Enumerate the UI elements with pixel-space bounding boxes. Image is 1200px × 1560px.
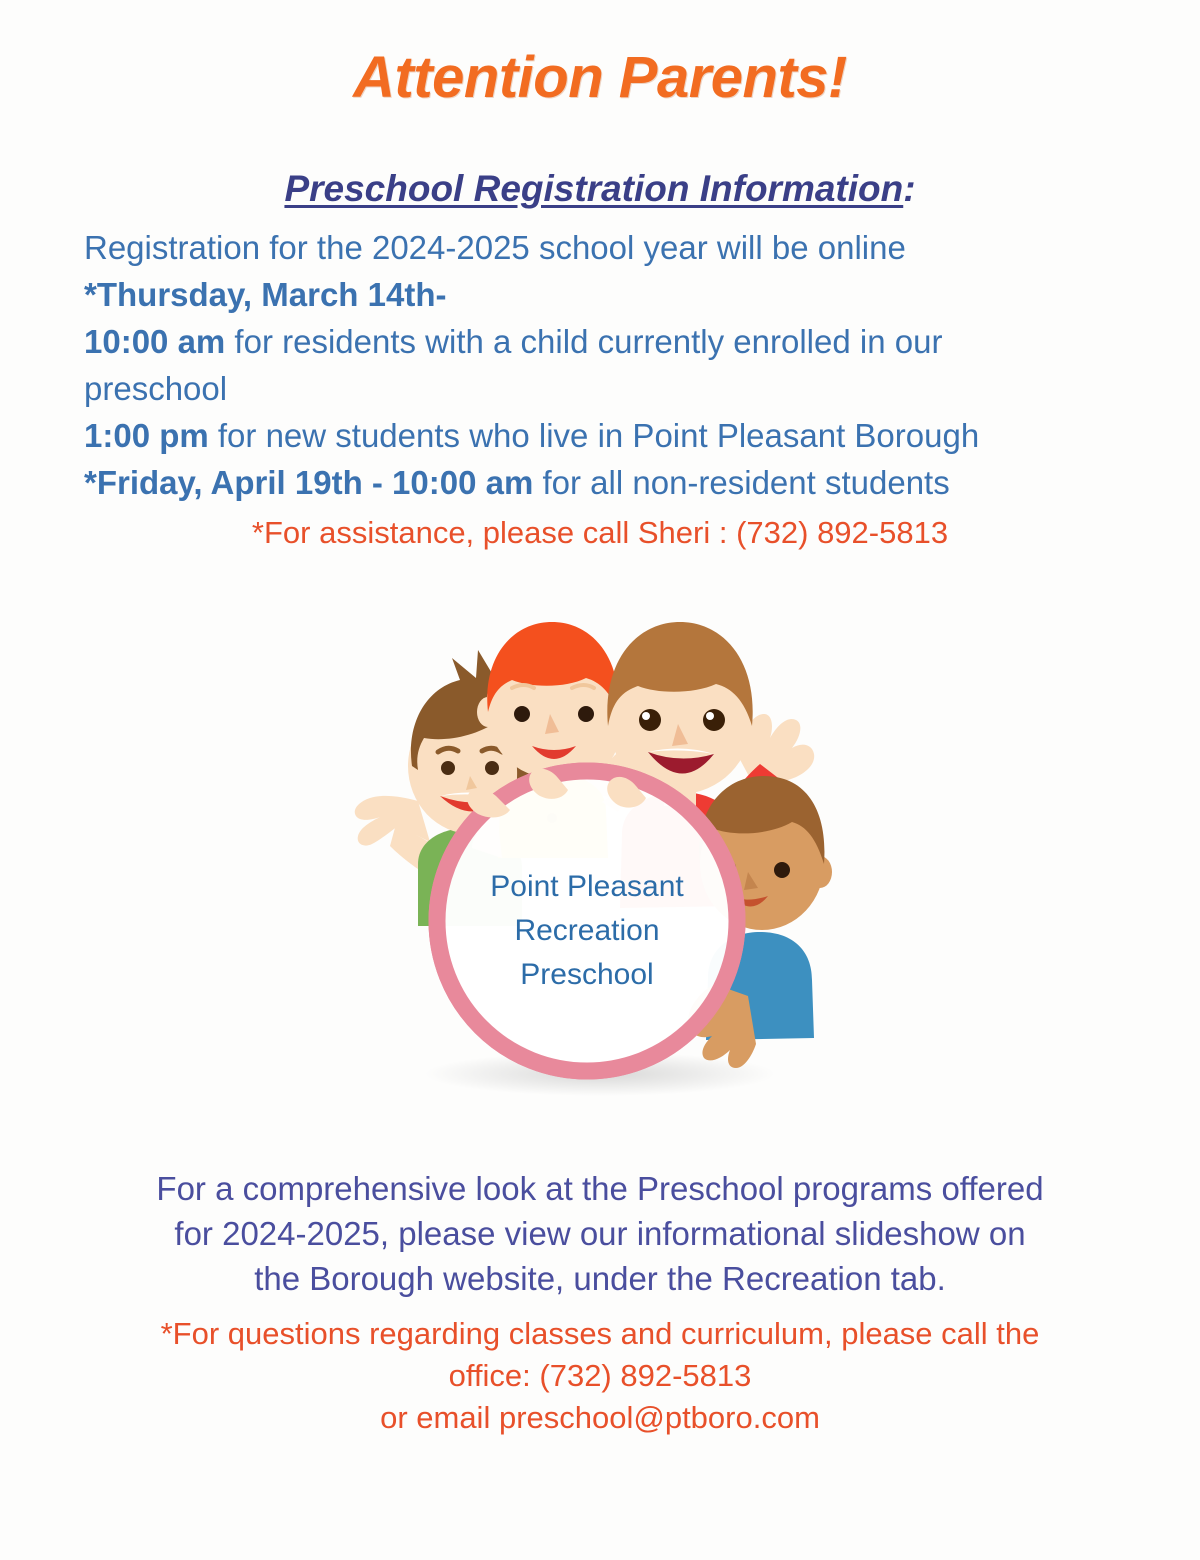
subheading-underlined-text: Preschool Registration Information [284, 168, 904, 209]
yellow-child-eye-left [514, 706, 530, 722]
slideshow-info-paragraph [60, 1166, 1140, 1301]
info-plain-text: preschool [84, 370, 228, 407]
registration-info-line [84, 318, 1116, 365]
red-child-eye-left [639, 709, 661, 731]
info-emphasis-text: 10:00 am [84, 323, 226, 360]
info-plain-text: for residents with a child currently enrolled in our [225, 323, 943, 360]
info-emphasis-text: *Friday, April 19th - 10:00 am [84, 464, 534, 501]
info-emphasis-text: *Thursday, March 14th- [84, 276, 447, 313]
logo-line-1: Point Pleasant [490, 870, 684, 903]
questions-contact-line: *For questions regarding classes and curriculum, please call the [160, 1316, 1040, 1351]
questions-contact-paragraph [60, 1313, 1140, 1439]
slideshow-info-line: For a comprehensive look at the Preschool programs offered [156, 1170, 1044, 1207]
subheading-colon: : [903, 168, 916, 209]
section-subheading [0, 168, 1200, 210]
green-child-eye-right [485, 761, 499, 775]
registration-info-line [84, 459, 1116, 506]
info-plain-text: Registration for the 2024-2025 school year will be online [84, 229, 906, 266]
slideshow-info-line: the Borough website, under the Recreation tab. [254, 1260, 946, 1297]
assistance-contact-line: *For assistance, please call Sheri : (732) 892-5813 [251, 515, 949, 550]
questions-contact-line: office: (732) 892-5813 [448, 1358, 752, 1393]
registration-info-block [84, 224, 1116, 556]
info-plain-text: for new students who live in Point Pleasant Borough [208, 417, 980, 454]
registration-info-line [84, 224, 1116, 271]
info-emphasis-text: 1:00 pm [84, 417, 209, 454]
questions-contact-line: or email preschool@ptboro.com [380, 1400, 820, 1435]
registration-info-line [84, 365, 1116, 412]
logo-line-3: Preschool [520, 958, 654, 991]
red-child-eye-right [703, 709, 725, 731]
red-child-eye-left-glint [642, 712, 650, 720]
logo-line-2: Recreation [514, 914, 660, 947]
yellow-child-eye-right [578, 706, 594, 722]
registration-info-lines [84, 224, 1116, 506]
registration-info-line [84, 412, 1116, 459]
preschool-children-illustration [300, 596, 900, 1126]
slideshow-info-line: for 2024-2025, please view our informational slideshow on [174, 1215, 1026, 1252]
children-logo-graphic [300, 596, 900, 1126]
page-title: Attention Parents! [353, 45, 847, 110]
blue-child-ear [808, 856, 832, 888]
green-child-eye-left [441, 761, 455, 775]
blue-child-eye-right [774, 862, 790, 878]
registration-info-line [84, 271, 1116, 318]
info-plain-text: for all non-resident students [533, 464, 950, 501]
red-child-eye-right-glint [706, 712, 714, 720]
